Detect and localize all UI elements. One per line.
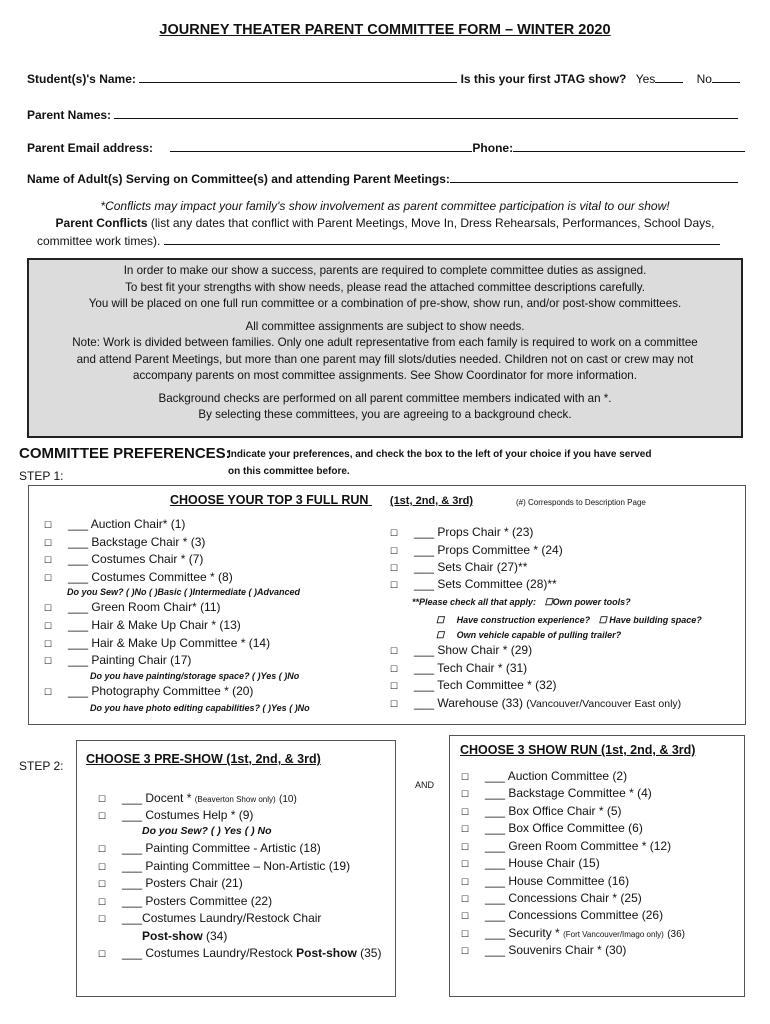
checkbox-icon[interactable]: ☐	[44, 621, 53, 631]
show-run-header: CHOOSE 3 SHOW RUN (1st, 2nd, & 3rd)	[460, 743, 696, 757]
full-run-item[interactable]: ☐ ___ Painting Chair (17)	[44, 653, 192, 667]
show-run-item[interactable]: ☐ ___ Backstage Committee * (4)	[461, 786, 652, 800]
full-run-item[interactable]: ☐ ___ Props Committee * (24)	[390, 543, 563, 557]
adults-field[interactable]	[450, 171, 738, 183]
adults-label: Name of Adult(s) Serving on Committee(s) and attending Parent Meetings:	[27, 172, 450, 186]
sets-option: Have building space?	[609, 615, 702, 625]
checkbox-icon[interactable]: ☐	[44, 555, 53, 565]
info-box	[27, 258, 743, 438]
info-line: By selecting these committees, you are agreeing to a background check.	[198, 408, 572, 421]
checkbox-icon[interactable]: ☐	[98, 897, 107, 907]
docent-note: (Beaverton Show only)	[194, 795, 276, 804]
preferences-instructions-2: on this committee before.	[228, 466, 350, 477]
student-name-row	[27, 71, 740, 86]
checkbox-icon[interactable]: ☐	[390, 546, 399, 556]
checkbox-icon[interactable]: ☐	[544, 597, 553, 607]
full-run-header	[170, 493, 473, 507]
checkbox-icon[interactable]: ☐	[461, 929, 470, 939]
student-name-field[interactable]	[139, 71, 457, 83]
checkbox-icon[interactable]: ☐	[390, 664, 399, 674]
email-field[interactable]	[170, 140, 472, 152]
checkbox-icon[interactable]: ☐	[44, 639, 53, 649]
full-run-title: CHOOSE YOUR TOP 3 FULL RUN	[170, 493, 369, 507]
pre-show-sew-question[interactable]: Do you Sew? ( ) Yes ( ) No	[142, 825, 272, 837]
checkbox-icon[interactable]: ☐	[98, 879, 107, 889]
painting-question[interactable]: Do you have painting/storage space? ( )Yes ( )No	[90, 671, 300, 681]
checkbox-icon[interactable]: ☐	[98, 862, 107, 872]
full-run-item[interactable]: ☐ ___ Green Room Chair* (11)	[44, 600, 221, 614]
checkbox-icon[interactable]: ☐	[461, 772, 470, 782]
info-line: All committee assignments are subject to show needs.	[245, 319, 525, 333]
full-run-item[interactable]: ☐ ___ Backstage Chair * (3)	[44, 535, 206, 549]
full-run-item[interactable]: ☐ ___ Tech Committee * (32)	[390, 678, 557, 692]
phone-label: Phone:	[472, 141, 514, 155]
show-run-item[interactable]: ☐ ___ Auction Committee (2)	[461, 769, 628, 783]
step2-label: STEP 2:	[19, 759, 64, 773]
checkbox-icon[interactable]: ☐	[461, 789, 470, 799]
full-run-item[interactable]: ☐ ___ Sets Committee (28)**	[390, 577, 557, 591]
checkbox-icon[interactable]: ☐	[461, 911, 470, 921]
parent-names-field[interactable]	[114, 107, 738, 119]
student-name-label: Student(s)'s Name:	[27, 72, 136, 86]
conflicts-text-2: committee work times).	[37, 234, 161, 248]
full-run-item[interactable]: ☐ ___ Show Chair * (29)	[390, 643, 533, 657]
sets-option: Own vehicle capable of pulling trailer?	[456, 630, 622, 640]
conflicts-field[interactable]	[164, 233, 720, 245]
pre-show-item[interactable]: ☐ ___ Painting Committee – Non-Artistic (19)	[98, 859, 351, 873]
checkbox-icon[interactable]: ☐	[390, 580, 399, 590]
checkbox-icon[interactable]: ☐	[461, 946, 470, 956]
pre-show-header: CHOOSE 3 PRE-SHOW (1st, 2nd, & 3rd)	[86, 752, 321, 766]
parent-names-row	[27, 107, 738, 122]
checkbox-icon[interactable]: ☐	[98, 811, 107, 821]
conflicts-line	[0, 216, 770, 230]
show-run-item[interactable]: ☐ ___ Box Office Committee (6)	[461, 821, 643, 835]
conflicts-label: Parent Conflicts	[55, 216, 148, 230]
sew-question[interactable]: Do you Sew? ( )No ( )Basic ( )Intermediate ( )Advanced	[67, 587, 301, 597]
form-title: JOURNEY THEATER PARENT COMMITTEE FORM – WINTER 2020	[159, 22, 611, 38]
full-run-item[interactable]: ☐ ___ Tech Chair * (31)	[390, 661, 528, 675]
full-run-item[interactable]: ☐ ___ Warehouse (33) (Vancouver/Vancouver East only)	[390, 696, 682, 710]
warehouse-note: (Vancouver/Vancouver East only)	[526, 698, 682, 710]
sets-question: **Please check all that apply: ☐Own power tools?	[412, 597, 631, 607]
email-row	[27, 140, 745, 155]
checkbox-icon[interactable]: ☐	[44, 656, 53, 666]
info-line: and attend Parent Meetings, but more than one parent may fill slots/duties needed. Children not on cast or crew may not	[76, 352, 694, 366]
checkbox-icon[interactable]: ☐	[461, 824, 470, 834]
full-run-item[interactable]: ☐ ___ Hair & Make Up Chair * (13)	[44, 618, 241, 632]
pre-show-item[interactable]: ☐ ___ Painting Committee - Artistic (18)	[98, 841, 321, 855]
checkbox-icon[interactable]: ☐	[461, 842, 470, 852]
checkbox-icon[interactable]: ☐	[390, 681, 399, 691]
checkbox-icon[interactable]: ☐	[461, 877, 470, 887]
description-note: (#) Corresponds to Description Page	[516, 498, 646, 507]
show-run-item[interactable]: ☐ ___ Souvenirs Chair * (30)	[461, 943, 627, 957]
checkbox-icon[interactable]: ☐	[44, 520, 53, 530]
laundry-chair-post-show: Post-show (34)	[142, 929, 228, 943]
pre-show-item[interactable]: ☐ ___ Costumes Laundry/Restock Post-show (35)	[98, 946, 382, 960]
checkbox-icon[interactable]: ☐	[461, 807, 470, 817]
first-show-label: Is this your first JTAG show?	[460, 72, 627, 86]
checkbox-icon[interactable]: ☐	[598, 615, 607, 625]
full-run-item[interactable]: ☐ ___ Costumes Committee * (8)	[44, 570, 233, 584]
preferences-heading: COMMITTEE PREFERENCES:	[19, 445, 231, 462]
conflicts-line-2	[37, 233, 720, 248]
show-run-item[interactable]: ☐ ___ Concessions Chair * (25)	[461, 891, 642, 905]
adults-row	[27, 171, 738, 186]
checkbox-icon[interactable]: ☐	[436, 630, 445, 640]
info-line: Background checks are performed on all parent committee members indicated with an *.	[158, 391, 612, 405]
pre-show-item[interactable]: ☐ ___ Costumes Help * (9)	[98, 808, 254, 822]
full-run-order: (1st, 2nd, & 3rd)	[389, 495, 474, 507]
sets-option-row	[436, 615, 702, 626]
show-run-item[interactable]: ☐ ___ Box Office Chair * (5)	[461, 804, 622, 818]
and-label: AND	[415, 780, 435, 790]
conflicts-note: *Conflicts may impact your family's show involvement as parent committee participation is vital to our show!	[100, 199, 670, 213]
full-run-item[interactable]: ☐ ___ Props Chair * (23)	[390, 525, 534, 539]
checkbox-icon[interactable]: ☐	[461, 894, 470, 904]
full-run-item[interactable]: ☐ ___ Auction Chair* (1)	[44, 517, 186, 531]
checkbox-icon[interactable]: ☐	[98, 914, 107, 924]
full-run-item[interactable]: ☐ ___ Hair & Make Up Committee * (14)	[44, 636, 271, 650]
checkbox-icon[interactable]: ☐	[390, 646, 399, 656]
photo-question[interactable]: Do you have photo editing capabilities? ( )Yes ( )No	[90, 703, 310, 713]
checkbox-icon[interactable]: ☐	[44, 687, 53, 697]
show-run-item[interactable]: ☐ ___ Green Room Committee * (12)	[461, 839, 672, 853]
checkbox-icon[interactable]: ☐	[436, 615, 445, 625]
checkbox-icon[interactable]: ☐	[44, 573, 53, 583]
info-line: In order to make our show a success, parents are required to complete committee duties as assigned.	[123, 264, 647, 277]
show-run-item[interactable]: ☐ ___ House Chair (15)	[461, 856, 600, 870]
info-line: To best fit your strengths with show needs, please read the attached committee descriptions carefully.	[125, 280, 645, 294]
full-run-item[interactable]: ☐ ___ Costumes Chair * (7)	[44, 552, 204, 566]
info-line: Note: Work is divided between families. Only one adult representative from each family is required to work on a committee	[72, 336, 698, 349]
security-note: (Fort Vancouver/Imago only)	[563, 930, 664, 939]
sets-option: Own power tools?	[552, 597, 631, 607]
show-run-item[interactable]: ☐ ___ Security * (Fort Vancouver/Imago only) (36)	[461, 926, 685, 940]
no-label: No	[696, 72, 712, 86]
sets-option-row	[436, 630, 621, 641]
show-run-item[interactable]: ☐ ___ House Committee (16)	[461, 874, 630, 888]
preferences-instructions: Indicate your preferences, and check the box to the left of your choice if you have served	[228, 449, 652, 460]
checkbox-icon[interactable]: ☐	[98, 844, 107, 854]
step1-label: STEP 1:	[19, 469, 64, 483]
parent-names-label: Parent Names:	[27, 108, 112, 122]
pre-show-item[interactable]: ☐ ___ Docent * (Beaverton Show only) (10)	[98, 791, 297, 805]
checkbox-icon[interactable]: ☐	[44, 538, 53, 548]
checkbox-icon[interactable]: ☐	[44, 603, 53, 613]
yes-field[interactable]	[655, 71, 683, 83]
sets-option: Have construction experience?	[456, 615, 591, 625]
checkbox-icon[interactable]: ☐	[461, 859, 470, 869]
checkbox-icon[interactable]: ☐	[390, 563, 399, 573]
checkbox-icon[interactable]: ☐	[98, 794, 107, 804]
full-run-item[interactable]: ☐ ___ Photography Committee * (20)	[44, 684, 254, 698]
pre-show-item[interactable]: ☐ ___ Posters Committee (22)	[98, 894, 273, 908]
full-run-item[interactable]: ☐ ___ Sets Chair (27)**	[390, 560, 528, 574]
checkbox-icon[interactable]: ☐	[98, 949, 107, 959]
phone-field[interactable]	[513, 140, 745, 152]
show-run-item[interactable]: ☐ ___ Concessions Committee (26)	[461, 908, 664, 922]
yes-label: Yes	[635, 72, 656, 86]
checkbox-icon[interactable]: ☐	[390, 699, 399, 709]
checkbox-icon[interactable]: ☐	[390, 528, 399, 538]
info-line: You will be placed on one full run committee or a combination of pre-show, show run, and/or post-show committees.	[88, 297, 682, 310]
pre-show-item[interactable]: ☐ ___ Posters Chair (21)	[98, 876, 243, 890]
pre-show-item[interactable]: ☐ ___Costumes Laundry/Restock Chair	[98, 911, 322, 925]
email-label: Parent Email address:	[27, 141, 154, 155]
info-line: accompany parents on most committee assignments. See Show Coordinator for more information.	[133, 369, 637, 382]
no-field[interactable]	[712, 71, 740, 83]
conflicts-text: (list any dates that conflict with Parent Meetings, Move In, Dress Rehearsals, Performances, School Days,	[150, 216, 715, 230]
